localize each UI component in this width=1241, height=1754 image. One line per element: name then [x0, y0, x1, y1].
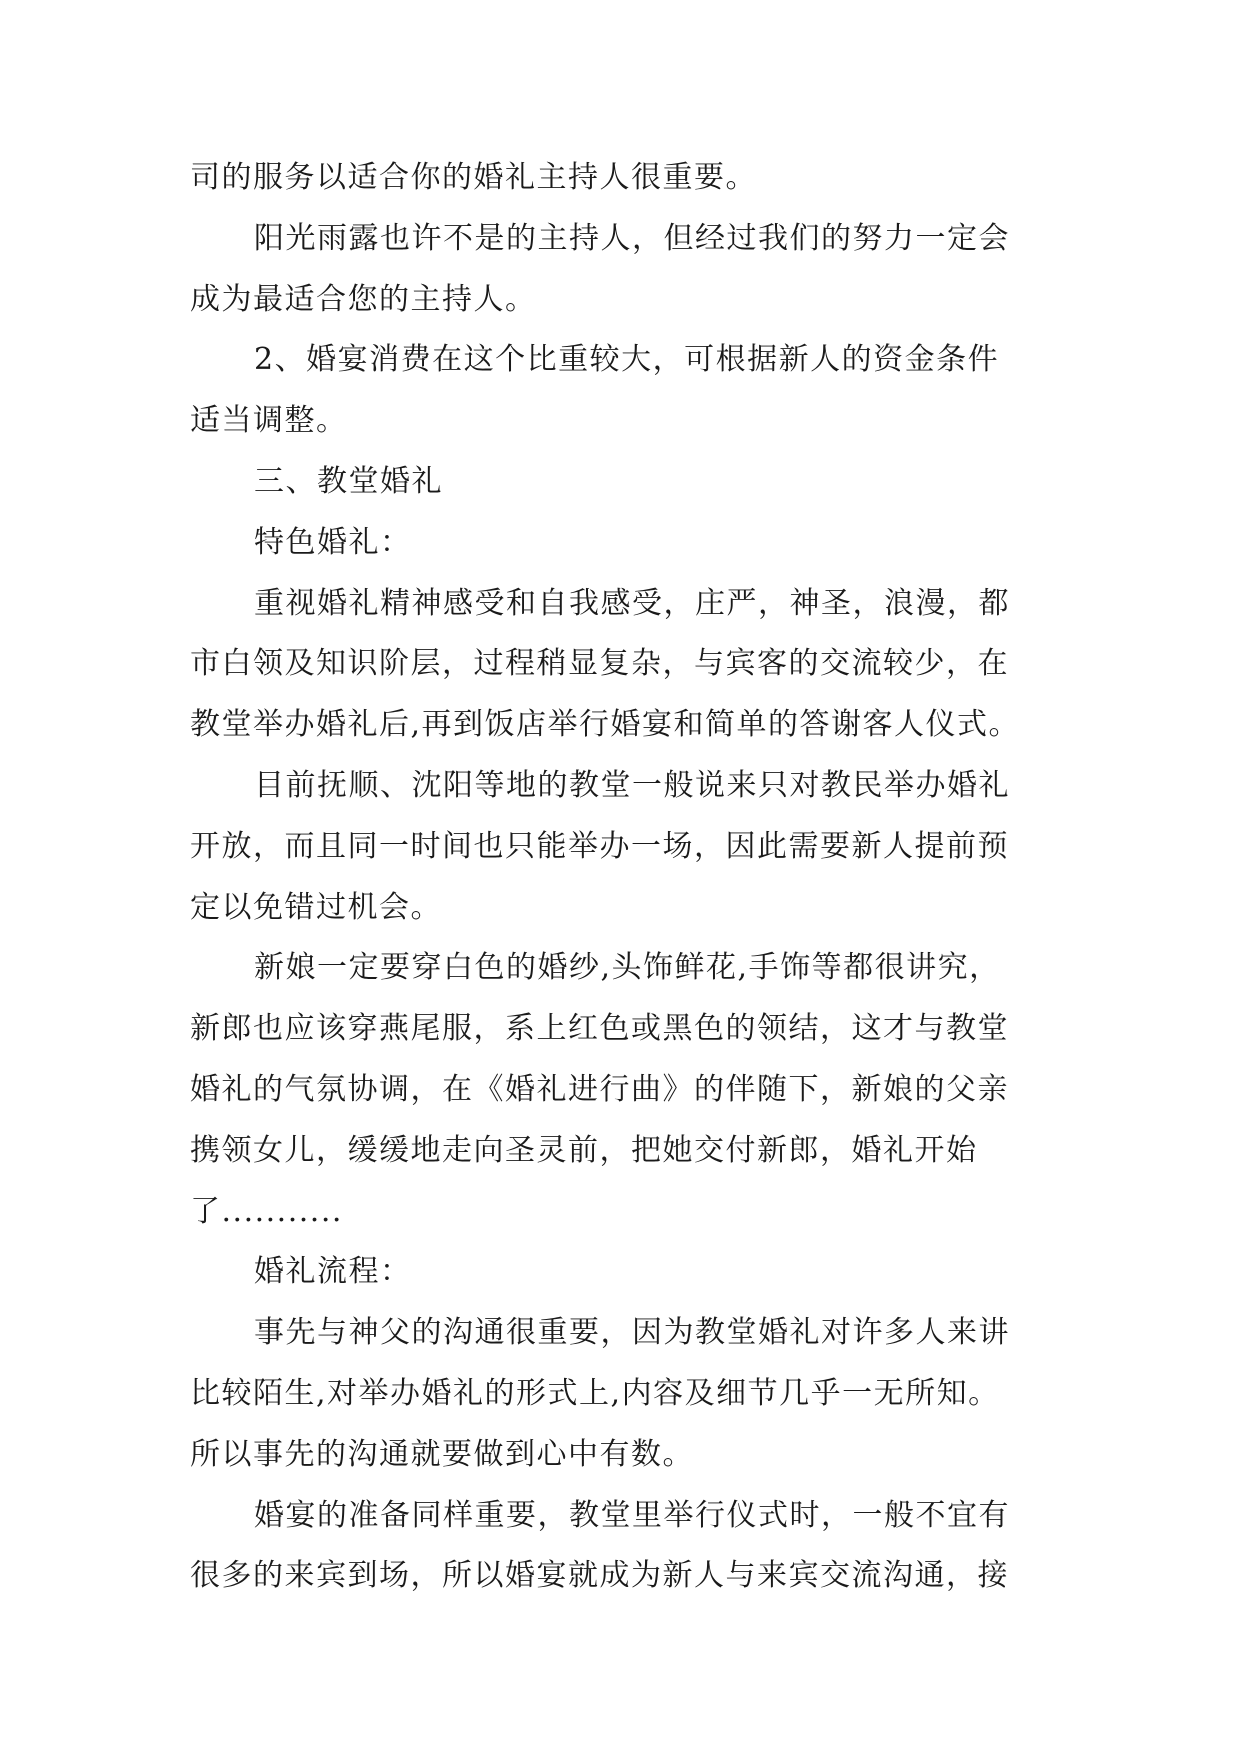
text-line: 新郎也应该穿燕尾服，系上红色或黑色的领结，这才与教堂	[190, 1011, 1009, 1047]
text-line: 重视婚礼精神感受和自我感受，庄严，神圣，浪漫，都	[254, 585, 1010, 621]
text-line: 成为最适合您的主持人。	[190, 281, 537, 317]
text-line: 新娘一定要穿白色的婚纱,头饰鲜花,手饰等都很讲究，	[254, 950, 1001, 986]
text-line: 2、婚宴消费在这个比重较大，可根据新人的资金条件	[254, 342, 1000, 378]
text-line: 所以事先的沟通就要做到心中有数。	[190, 1436, 694, 1472]
text-line: 婚礼流程：	[254, 1254, 412, 1290]
text-line: 阳光雨露也许不是的主持人，但经过我们的努力一定会	[254, 220, 1010, 256]
text-line: 很多的来宾到场，所以婚宴就成为新人与来宾交流沟通，接	[190, 1558, 1009, 1594]
text-line: 定以免错过机会。	[190, 889, 442, 925]
text-line: 教堂举办婚礼后,再到饭店举行婚宴和简单的答谢客人仪式。	[190, 707, 1021, 743]
text-line: 开放，而且同一时间也只能举办一场，因此需要新人提前预	[190, 828, 1009, 864]
text-line: 事先与神父的沟通很重要，因为教堂婚礼对许多人来讲	[254, 1315, 1010, 1351]
text-line: 婚礼的气氛协调，在《婚礼进行曲》的伴随下，新娘的父亲	[190, 1071, 1009, 1107]
text-line: 携领女儿，缓缓地走向圣灵前，把她交付新郎，婚礼开始	[190, 1132, 978, 1168]
text-line: 比较陌生,对举办婚礼的形式上,内容及细节几乎一无所知。	[190, 1375, 1000, 1411]
text-line: 目前抚顺、沈阳等地的教堂一般说来只对教民举办婚礼	[254, 767, 1010, 803]
text-line: 适当调整。	[190, 403, 348, 439]
text-line: 市白领及知识阶层，过程稍显复杂，与宾客的交流较少，在	[190, 646, 1009, 682]
text-line: 三、教堂婚礼	[254, 463, 443, 499]
document-body	[190, 148, 1050, 1607]
text-line: 特色婚礼：	[254, 524, 412, 560]
text-line: 司的服务以适合你的婚礼主持人很重要。	[190, 160, 757, 195]
text-line: 了...........	[190, 1193, 343, 1229]
text-line: 婚宴的准备同样重要，教堂里举行仪式时，一般不宜有	[254, 1497, 1010, 1533]
